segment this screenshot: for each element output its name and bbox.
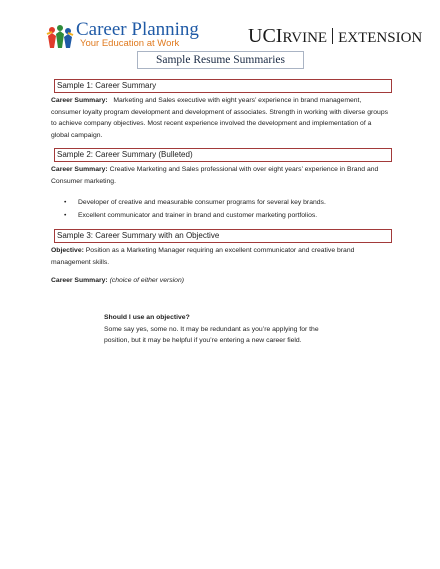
section-1-text: Marketing and Sales executive with eight years’ experience in brand management, consumer loyalty program development and development of associates. Strength in working with diverse groups to achieve company objectives. Most recent experience involved the development and implementation of a global campaign.	[51, 97, 389, 139]
section-1-paragraph	[51, 95, 391, 141]
section-2-paragraph	[51, 164, 391, 187]
extension-logo-text: EXTENSION	[338, 30, 423, 46]
bullet-text: Developer of creative and measurable consumer programs for several key brands.	[78, 199, 326, 206]
section-2-text: Creative Marketing and Sales professional with over eight years’ experience in Brand and Consumer marketing.	[51, 166, 379, 185]
bullet-icon: •	[64, 212, 67, 219]
section-3-label: Career Summary:	[51, 277, 108, 284]
objective-paragraph	[51, 245, 391, 268]
logo-subtitle: Your Education at Work	[80, 38, 180, 49]
bullet-item	[64, 197, 326, 208]
logo-title: Career Planning	[76, 19, 199, 40]
objective-label: Objective:	[51, 247, 84, 254]
note-text: Some say yes, some no. It may be redundant as you’re applying for the position, but it may be helpful if you’re entering a new career field.	[104, 325, 319, 344]
choice-text: (choice of either version)	[109, 277, 184, 284]
objective-text: Position as a Marketing Manager requiring an excellent communicator and creative brand management skills.	[51, 247, 355, 266]
uci-extension-logo	[248, 26, 422, 48]
career-planning-logo-icon	[46, 24, 74, 50]
section-3-heading: Sample 3: Career Summary with an Objective	[54, 229, 392, 243]
header	[0, 0, 440, 56]
uci-logo-big: UCI	[248, 25, 283, 47]
section-1-label: Career Summary:	[51, 97, 108, 104]
section-2-label: Career Summary:	[51, 166, 108, 173]
bullet-item	[64, 210, 317, 221]
uci-logo-rest: RVINE	[282, 30, 328, 46]
note-block	[104, 312, 324, 347]
section-1-heading: Sample 1: Career Summary	[54, 79, 392, 93]
section-2-heading: Sample 2: Career Summary (Bulleted)	[54, 148, 392, 162]
note-question: Should I use an objective?	[104, 314, 190, 321]
page-title: Sample Resume Summaries	[137, 51, 304, 69]
logo-divider	[332, 28, 333, 44]
bullet-text: Excellent communicator and trainer in brand and customer marketing portfolios.	[78, 212, 318, 219]
bullet-icon: •	[64, 199, 67, 206]
section-3-summary	[51, 275, 391, 287]
